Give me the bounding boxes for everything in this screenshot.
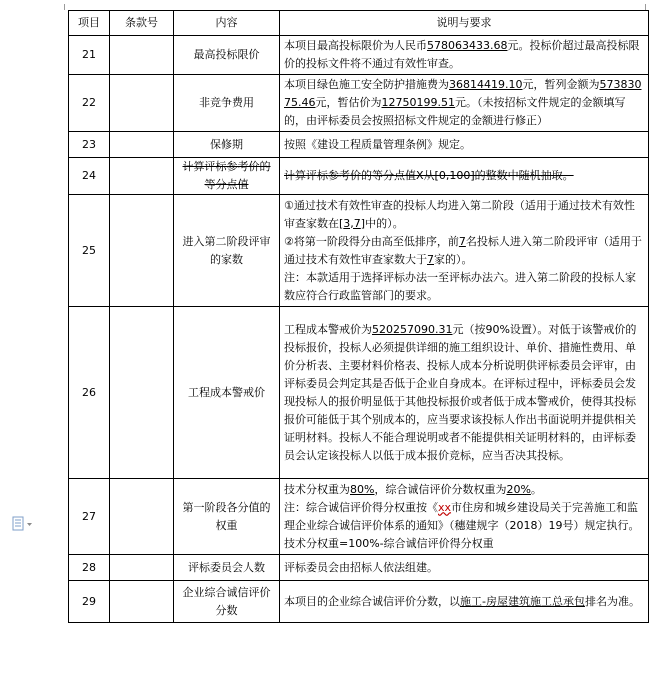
table-row <box>69 158 649 195</box>
row-content: 计算评标参考价的等分点值 <box>174 158 280 195</box>
row-content: 第一阶段各分值的权重 <box>174 479 280 555</box>
note: 注：本款适用于选择评标办法一至评标办法六。进入第二阶段的投标人家数应符合行政监管部门的要求。 <box>284 270 636 302</box>
row-number: 21 <box>69 36 110 75</box>
row-number: 26 <box>69 307 110 479</box>
clause-cell <box>110 479 174 555</box>
row-number: 22 <box>69 75 110 132</box>
table-row <box>69 132 649 158</box>
clause-cell <box>110 581 174 623</box>
row-description: 技术分权重为80%，综合诚信评价分数权重为20%。 注：综合诚信评价得分权重按《xx市住房和城乡建设局关于完善施工和监理企业综合诚信评价体系的通知》（穗建规字（2018）19号）规定执行。技术分权重=100%-综合诚信评价得分权重 <box>280 479 649 555</box>
document-icon[interactable] <box>12 516 34 532</box>
placeholder-text: xx <box>438 500 452 514</box>
row-number: 23 <box>69 132 110 158</box>
row-content: 最高投标限价 <box>174 36 280 75</box>
row-description: 本项目的企业综合诚信评价分数，以施工-房屋建筑施工总承包排名为准。 <box>280 581 649 623</box>
row-description: 按照《建设工程质量管理条例》规定。 <box>280 132 649 158</box>
table-row <box>69 479 649 555</box>
row-content: 工程成本警戒价 <box>174 307 280 479</box>
row-description: 评标委员会由招标人依法组建。 <box>280 555 649 581</box>
clause-cell <box>110 158 174 195</box>
row-content: 非竞争费用 <box>174 75 280 132</box>
table-row <box>69 581 649 623</box>
row-description: ①通过技术有效性审查的投标人均进入第二阶段（适用于通过技术有效性审查家数在[3,7]中的）。 ②将第一阶段得分由高至低排序，前7名投标人进入第二阶段评审（适用于通过技术有效性审查家数大于7家的）。 注：本款适用于选择评标办法一至评标办法六。进入第二阶段的投标人家数应符合行政监管部门的要求。 <box>280 195 649 307</box>
row-content: 保修期 <box>174 132 280 158</box>
clause-cell <box>110 75 174 132</box>
row-content: 企业综合诚信评价分数 <box>174 581 280 623</box>
header-row <box>69 11 649 36</box>
clause-cell <box>110 307 174 479</box>
header-description: 说明与要求 <box>280 11 649 36</box>
clause-cell <box>110 555 174 581</box>
requirements-table <box>68 10 649 623</box>
row-content: 评标委员会人数 <box>174 555 280 581</box>
row-description: 计算评标参考价的等分点值X从[0,100]的整数中随机抽取。 <box>280 158 649 195</box>
row-description: 本项目最高投标限价为人民币578063433.68元。投标价超过最高投标限价的投标文件将不通过有效性审查。 <box>280 36 649 75</box>
corner-mark-left <box>64 4 65 10</box>
header-content: 内容 <box>174 11 280 36</box>
price-value: 520257090.31 <box>372 322 453 336</box>
row-number: 29 <box>69 581 110 623</box>
price-value: 578063433.68 <box>427 39 508 52</box>
row-number: 24 <box>69 158 110 195</box>
table-row <box>69 75 649 132</box>
table-row <box>69 555 649 581</box>
row-number: 27 <box>69 479 110 555</box>
row-description: 本项目绿色施工安全防护措施费为36814419.10元，暂列金额为57383075.46元，暂估价为12750199.51元。（未按招标文件规定的金额填写的，由评标委员会按照招标文件规定的金额进行修正） <box>280 75 649 132</box>
clause-cell <box>110 132 174 158</box>
header-clause-no: 条款号 <box>110 11 174 36</box>
chevron-down-icon <box>27 523 32 526</box>
row-description: 工程成本警戒价为520257090.31元（按90%设置）。对低于该警戒价的投标报价，投标人必须提供详细的施工组织设计、单价、措施性费用、单价分析表、主要材料价格表、投标人成本分析说明供评标委员会评审，由评标委员会判定其是否低于企业自身成本。在评标过程中，评标委员会发现投标人的报价明显低于其他投标报价或者低于成本警戒价，使得其投标报价可能低于其个别成本的，应当要求该投标人作出书面说明并提供相关证明材料。投标人不能合理说明或者不能提供相关证明材料的，由评标委员会认定该投标人以低于成本报价竞标，应当否决其投标。 <box>280 307 649 479</box>
table-row <box>69 36 649 75</box>
row-number: 25 <box>69 195 110 307</box>
table-row <box>69 307 649 479</box>
row-number: 28 <box>69 555 110 581</box>
clause-cell <box>110 195 174 307</box>
header-item-no: 项目 <box>69 11 110 36</box>
row-content: 进入第二阶段评审的家数 <box>174 195 280 307</box>
clause-cell <box>110 36 174 75</box>
table-row <box>69 195 649 307</box>
